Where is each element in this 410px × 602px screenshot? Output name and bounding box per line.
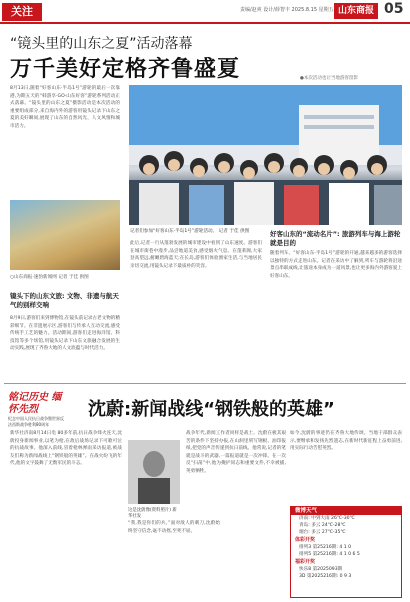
logo-subtitle: 纪念中国人民抗日战争暨世界反法西斯战争胜利80周年: [8, 416, 64, 427]
story1-small-photo: [10, 200, 120, 270]
lottery2-title: 福彩开奖: [295, 559, 316, 565]
story1-column-2: 此后,记者一行从蓬勃发展的城市建设中看到了山东速度。游客们在城市街巷中漫步,品尝地道美食,感受烟火气息。在蓬莱阁,大家登高望远,俯瞰碧海蓝天;在长岛,游客们体验渔家生活,与当地居民亲切交流,用镜头记录下最质朴的笑容。: [130, 241, 262, 269]
weather-item: 济南: 中到大雨 26℃-30℃: [299, 516, 355, 521]
lottery-line: 排列5 第25216期: 4 1 0 6 5: [299, 552, 360, 557]
weather-title: 微博天气: [291, 507, 401, 515]
header-rule: [0, 22, 410, 24]
logo-title: 铭记历史 缅怀先烈: [8, 392, 62, 415]
story2-headline: 沈蔚:新闻战线“钢铁般的英雄”: [88, 399, 335, 420]
lottery2-line: 快乐8 第2025093期: [299, 567, 343, 572]
portrait-illustration: [128, 440, 180, 504]
crowd-photo-illustration: [129, 85, 402, 225]
story1-column-1: 8月9日,游客们来到博物馆,在镜头前记录古老文物的精彩细节。在非遗展示区,游客们与传承人互动交流,感受传统手工艺的魅力。活动期间,游客们走进海洋馆、科技馆等多个场馆,用镜头记录下山东文旅融合发展的生动实践,展现了齐鲁大地的人文底蕴与时代活力。: [10, 316, 120, 352]
portrait-caption: 这是沈蔚像(资料照片) 新华社发: [128, 508, 177, 519]
story1-main-photo: [129, 85, 402, 225]
info-panel: [290, 506, 402, 598]
story2-column-2: “我,我是你们的兵。”面对敌人的刺刀,沈蔚始终坚守信念,毫不动摇,至死不屈。: [128, 521, 220, 534]
main-photo-caption: 记者们参加“好客山东·半岛1号”游轮活动。 记者 于佳 供图: [130, 229, 250, 234]
weather-list: [291, 515, 401, 536]
page-number: 05: [384, 1, 404, 17]
lottery-title: 体彩开奖: [295, 537, 316, 543]
story2-column-3: 战争年代,新闻工作者同样是战士。沈蔚在极其艰苦的条件下坚持办报,在山洞里刻写钢板、油印报纸,把党的声音传递到抗日前线。他常说,记者的笔就是战斗的武器,一篇报道就是一次冲锋。在一次反“扫荡”中,他为掩护同志和重要文件,不幸被捕,英勇牺牲。: [186, 431, 286, 474]
lottery-line: 排列3 第25216期: 4 1 0: [299, 545, 352, 550]
weather-item: 青岛: 多云 24℃-28℃: [299, 523, 346, 528]
header-meta: 责编/赵爽 设计/薛智丰 2025.8.15 星期五: [240, 7, 334, 13]
weather-item: 烟台: 多云 27℃-35℃: [299, 530, 346, 535]
portrait-photo: [128, 440, 180, 504]
story1-column-3: 随着列车、“好客山东·半岛1号”游轮的开通,越来越多的游客选择以独特的方式走进山东。记者在采访中了解到,列车与游轮将沿途景点串联成线,让旅途本身成为一道风景,也让更多海内外游客爱上好客山东。: [270, 251, 402, 279]
story1-headline: 万千美好定格齐鲁盛夏: [10, 57, 241, 82]
commemoration-logo: [8, 392, 66, 427]
story1-subheading-2: 好客山东的“流动名片”: 旅游列车与海上游轮就是目的: [270, 230, 401, 247]
story1-subheading-1: 镜头下的山东文旅: 文物、非遗与航天气的别样交响: [10, 292, 119, 309]
story2-column-4: 如今,沈蔚的事迹仍在齐鲁大地传颂。当地干部群众表示,要继承和发扬先烈遗志,在新时代新征程上奋勇前进,用实际行动告慰英烈。: [290, 431, 402, 452]
newspaper-brand: 山东商报: [334, 3, 378, 19]
lottery2-line: 3D 第2025216期: 0 9 3: [299, 574, 352, 579]
story1-lead: 8月13日,随着“好客山东·半岛1号”游轮的最后一次靠港,为期五天的“韩游享·GO·山东好客”游轮系列活动正式落幕。“镜头里的山东之夏”摄影活动是本次活动的重要组成部分,来自海内外的游客用镜头记录下山东之夏的美好瞬间,展现了山东的自然风光、人文风情和城市活力。: [10, 86, 120, 129]
story2-column-1: 新华社济南8月14日电 80多年前,抗日战争烽火连天,沈蔚投身新闻事业,以笔为枪,在敌后战场记录下可歌可泣的抗战故事。他深入前线,冒着枪林弹雨采访报道,被战友们称为新闻战线上“钢铁般的英雄”。在战火纷飞的年代,他的文字鼓舞了无数军民的斗志。: [10, 431, 122, 467]
main-photo-credit: ●本次活动也让当地游客留影: [300, 76, 358, 81]
section-divider: [4, 383, 406, 384]
small-photo-caption: ○山东商报·速豹新闻网 记者 于佳 供图: [10, 275, 89, 280]
story1-kicker: “镜头里的山东之夏”活动落幕: [10, 36, 193, 52]
section-tag: 关注: [2, 3, 42, 21]
